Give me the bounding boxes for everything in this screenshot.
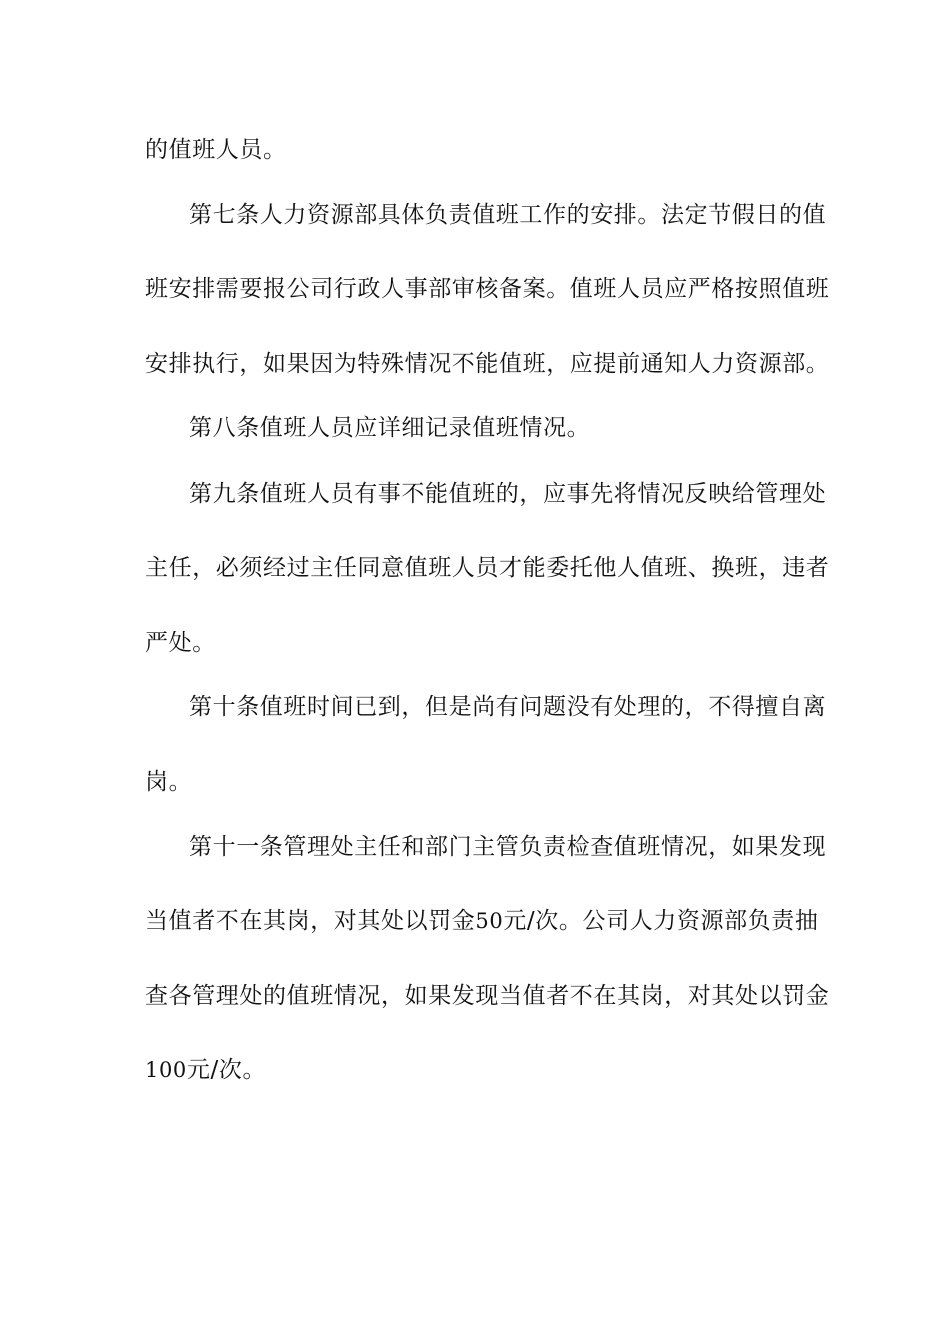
fine-amount-100: 100	[145, 1058, 187, 1082]
article-11-line-2-text-a: 当值者不在其岗，对其处以罚金	[145, 908, 476, 934]
fine-amount-50: 50	[475, 909, 504, 933]
article-11-line-2	[145, 904, 819, 938]
article-9-line-3: 严处。	[145, 630, 216, 656]
article-7-line-2: 班安排需要报公司行政人事部审核备案。值班人员应严格按照值班	[145, 276, 830, 302]
article-7-line-1: 第七条人力资源部具体负责值班工作的安排。法定节假日的值	[189, 202, 827, 228]
article-11-line-2-text-b: 元/次。公司人力资源部负责抽	[503, 908, 819, 934]
article-10-line-2: 岗。	[145, 769, 193, 795]
article-9-line-1: 第九条值班人员有事不能值班的，应事先将情况反映给管理处	[189, 481, 827, 507]
article-11-line-4-text: 元/次。	[186, 1057, 267, 1083]
article-10-line-1: 第十条值班时间已到，但是尚有问题没有处理的，不得擅自离	[189, 694, 827, 720]
article-11-line-4	[145, 1053, 805, 1087]
article-7-line-3: 安排执行，如果因为特殊情况不能值班，应提前通知人力资源部。	[145, 351, 830, 377]
article-8-line-1: 第八条值班人员应详细记录值班情况。	[189, 415, 591, 441]
article-11-line-3: 查各管理处的值班情况，如果发现当值者不在其岗，对其处以罚金	[145, 983, 830, 1009]
article-11-line-1: 第十一条管理处主任和部门主管负责检查值班情况，如果发现	[189, 834, 827, 860]
article-9-line-2: 主任，必须经过主任同意值班人员才能委托他人值班、换班，违者	[145, 555, 830, 581]
text-line-1: 的值班人员。	[145, 137, 287, 163]
